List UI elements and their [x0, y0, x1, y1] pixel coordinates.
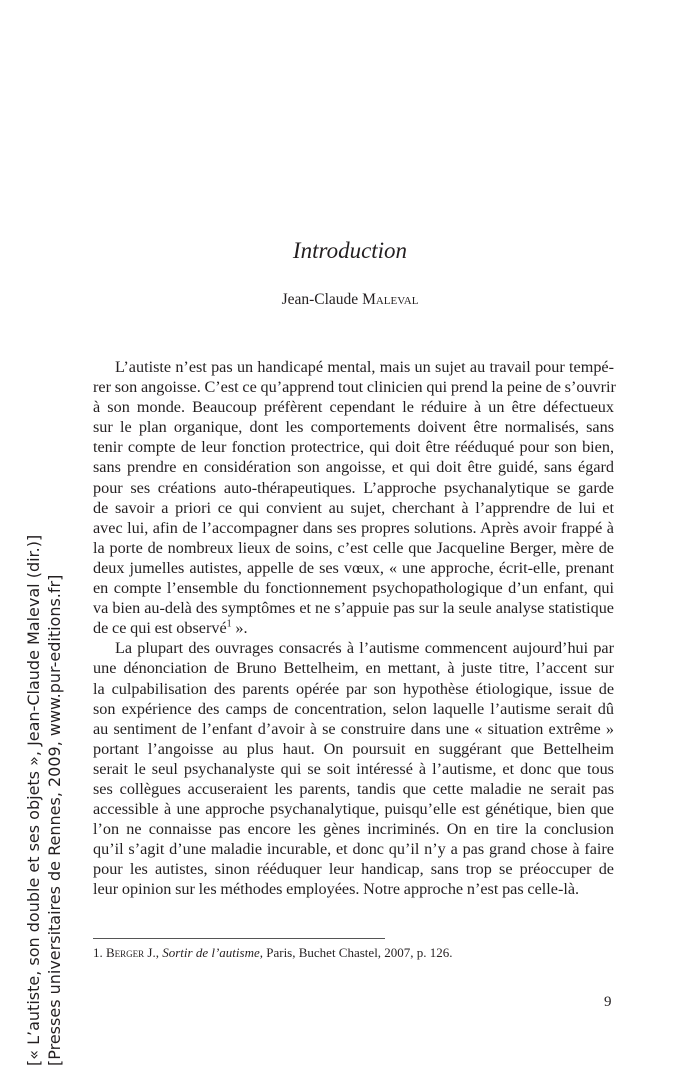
paragraph-1	[93, 357, 614, 618]
footnote-author: Berger J.	[106, 945, 156, 960]
text-line: va bien au-delà des symptômes et ne s’appuie pas sur la seule analyse statistique	[93, 599, 614, 618]
side-citation-line-2: [Presses universitaires de Rennes, 2009, www.pur-editions.fr]	[45, 574, 64, 1066]
footnote-ref[interactable]: 1	[226, 618, 232, 630]
text-line: accessible à une approche psychanalytique, puisqu’elle est génétique, bien que	[93, 800, 614, 819]
text-line: au sentiment de l’enfant d’avoir à se construire dans une « situation extrême »	[93, 719, 614, 738]
footnote-divider	[93, 938, 385, 939]
text-line: son expérience des camps de concentration, selon laquelle l’autisme serait dû	[93, 699, 614, 718]
paragraph-1-last-line	[93, 618, 614, 638]
text-line: avec lui, afin de l’accompagner dans ses propres solutions. Après avoir frappé à	[93, 518, 614, 537]
text-line: pour ses créations auto-thérapeutiques. L’approche psychanalytique se garde	[93, 478, 614, 497]
side-citation	[23, 535, 65, 1066]
author-first-name: Jean-Claude	[281, 291, 363, 308]
text-line: portant l’angoisse au plus haut. On poursuit en suggérant que Bettelheim	[93, 739, 614, 758]
body-text	[93, 357, 614, 900]
footnote	[93, 945, 453, 961]
author-last-name: Maleval	[362, 291, 419, 308]
page-number: 9	[604, 994, 612, 1010]
footnote-number: 1.	[93, 945, 106, 960]
text-line: de savoir a priori ce qui convient au sujet, cherchant à l’apprendre de lui et	[93, 498, 614, 517]
text-line: l’on ne connaisse pas encore les gènes incriminés. On en tire la conclusion	[93, 820, 614, 839]
footnote-rest: Paris, Buchet Chastel, 2007, p. 126.	[262, 945, 453, 960]
text-line: pour les autistes, sinon rééduquer leur handicap, sans trop se préoccuper de	[93, 860, 614, 879]
text-line: la porte de nombreux lieux de soins, c’est celle que Jacqueline Berger, mère de	[93, 538, 614, 557]
paragraph-2	[93, 638, 614, 899]
text-line: serait le seul psychanalyste qui se soit intéressé à l’autisme, et donc que tous	[93, 759, 614, 778]
text: de ce qui est observé	[93, 619, 227, 638]
text-line: sur le plan organique, dont les comportements doivent être normalisés, sans	[93, 418, 614, 437]
text-line: deux jumelles autistes, appelle de ses vœux, « une approche, écrit-elle, prenant	[93, 558, 614, 577]
footnote-work: Sortir de l’autisme,	[162, 945, 263, 960]
text-line: L’autiste n’est pas un handicapé mental, mais un sujet au travail pour tempé-	[115, 358, 614, 376]
text-line: la culpabilisation des parents opérée par son hypothèse étiologique, issue de	[93, 679, 614, 698]
side-citation-line-1: [« L’autiste, son double et ses objets », Jean-Claude Maleval (dir.)]	[24, 534, 43, 1066]
text: ».	[231, 619, 248, 638]
text-line: rer son angoisse. C’est ce qu’apprend tout clinicien qui prend la peine de s’ouvrir	[93, 378, 616, 397]
text-line: en compte l’ensemble du fonctionnement psychopathologique d’un enfant, qui	[93, 579, 614, 598]
text-line: sans prendre en considération son angoisse, et qui doit être guidé, sans égard	[93, 458, 614, 477]
text-line: à son monde. Beaucoup préfèrent cependant le réduire à un être défectueux	[93, 398, 614, 417]
chapter-title: Introduction	[292, 238, 408, 263]
text-line: qu’il s’agit d’une maladie incurable, et donc qu’il n’y a pas grand chose à faire	[93, 840, 614, 859]
text-line: tenir compte de leur fonction protectrice, qui doit être rééduqué pour son bien,	[93, 438, 614, 457]
text-line: ses collègues accuseraient les parents, tandis que cette maladie ne serait pas	[93, 779, 614, 798]
text-line: La plupart des ouvrages consacrés à l’autisme commencent aujourd’hui par	[115, 639, 614, 658]
text-line: une dénonciation de Bruno Bettelheim, en mettant, à juste titre, l’accent sur	[93, 659, 614, 678]
footnote-sep: ,	[155, 945, 163, 960]
chapter-author	[0, 291, 700, 309]
text-line: leur opinion sur les méthodes employées. Notre approche n’est pas celle-là.	[93, 880, 580, 899]
